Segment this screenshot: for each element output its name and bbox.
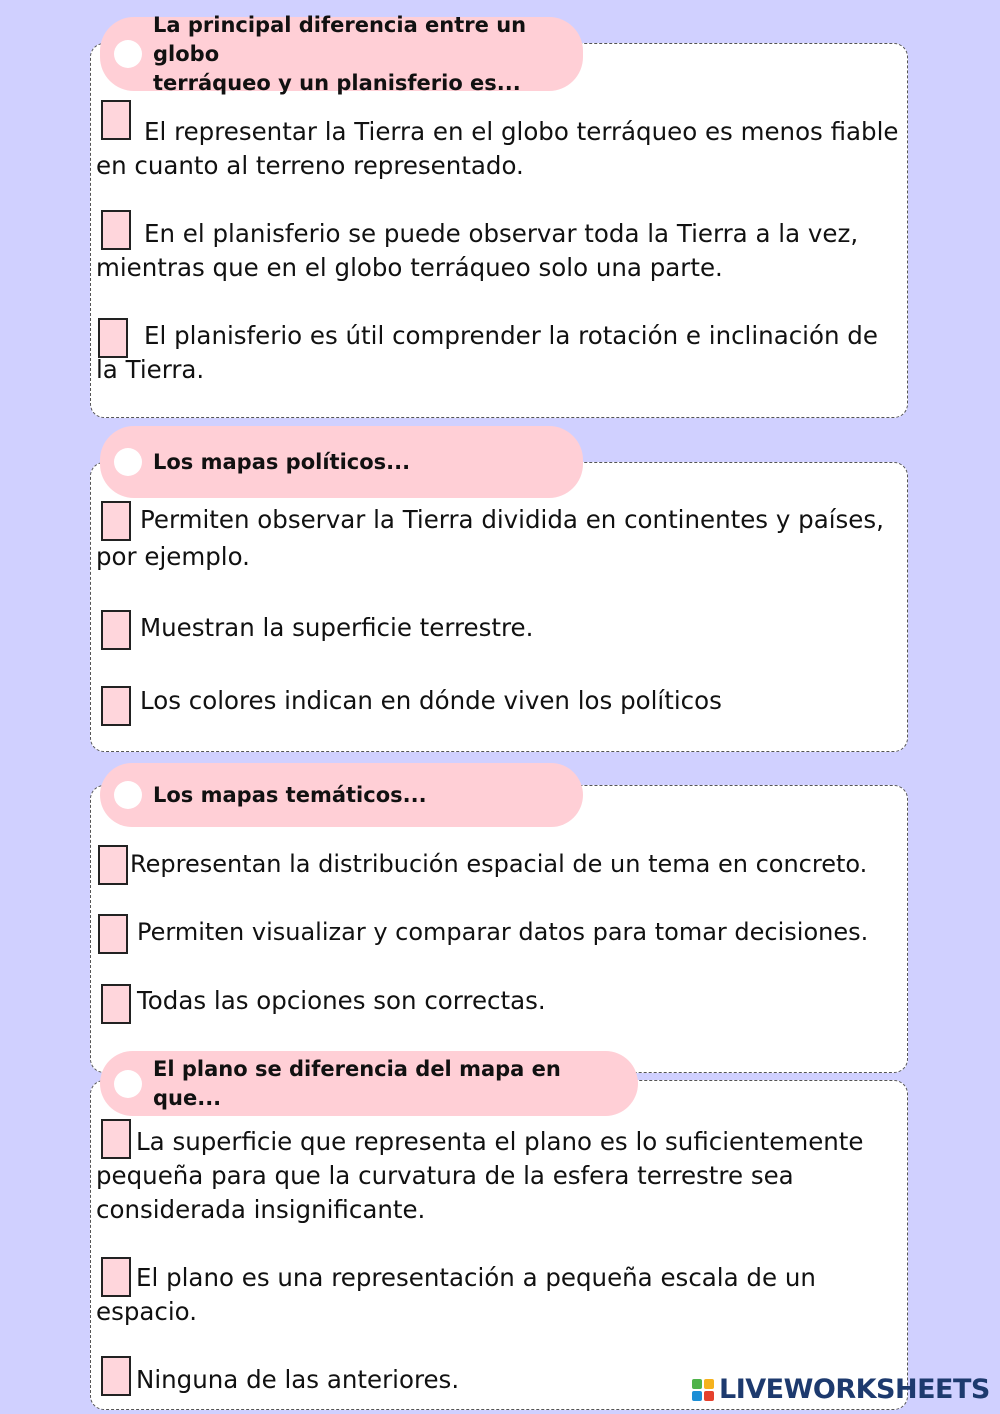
logo-tile-1 bbox=[692, 1379, 702, 1389]
question-title-3 bbox=[100, 763, 583, 827]
answer-option-2a: Permiten observar la Tierra dividida en continentes y países, por ejemplo. bbox=[96, 505, 884, 571]
answer-option-3b: Permiten visualizar y comparar datos para tomar decisiones. bbox=[137, 918, 869, 946]
answer-option-4b: El plano es una representación a pequeña escala de un espacio. bbox=[96, 1263, 816, 1326]
answer-option-4a: La superficie que representa el plano es lo suficientemente pequeña para que la curvatura de la esfera terrestre sea considerada insignificante. bbox=[96, 1127, 864, 1224]
answer-option-1c: El planisferio es útil comprender la rotación e inclinación de la Tierra. bbox=[96, 321, 878, 384]
answer-option-4c: Ninguna de las anteriores. bbox=[136, 1365, 460, 1394]
answer-option-1b: En el planisferio se puede observar toda la Tierra a la vez, mientras que en el globo terráqueo solo una parte. bbox=[96, 219, 859, 282]
answer-option-1a: El representar la Tierra en el globo terráqueo es menos fiable en cuanto al terreno representado. bbox=[96, 117, 899, 180]
question-title-1-line-2: terráqueo y un planisferio es... bbox=[153, 70, 521, 95]
logo-tile-3 bbox=[692, 1391, 702, 1401]
answer-option-2b: Muestran la superficie terrestre. bbox=[140, 613, 534, 642]
liveworksheets-logo-icon bbox=[692, 1379, 714, 1401]
question-title-2-text: Los mapas políticos... bbox=[153, 449, 411, 474]
liveworksheets-brand bbox=[692, 1374, 990, 1405]
answer-option-2c: Los colores indican en dónde viven los políticos bbox=[140, 686, 722, 715]
answer-option-3a: Representan la distribución espacial de un tema en concreto. bbox=[130, 850, 868, 878]
question-title-1-line-1: La principal diferencia entre un globo bbox=[153, 12, 527, 66]
question-title-3-text: Los mapas temáticos... bbox=[153, 782, 427, 807]
bullet-icon bbox=[114, 1070, 142, 1098]
logo-tile-2 bbox=[704, 1379, 714, 1389]
answer-option-3c: Todas las opciones son correctas. bbox=[137, 986, 546, 1015]
bullet-icon bbox=[114, 781, 142, 809]
question-title-1 bbox=[100, 12, 583, 95]
question-title-4 bbox=[100, 1051, 638, 1116]
logo-tile-4 bbox=[704, 1391, 714, 1401]
bullet-icon bbox=[114, 448, 142, 476]
question-title-2 bbox=[100, 426, 583, 498]
bullet-icon bbox=[114, 40, 142, 68]
brand-name: LIVEWORKSHEETS bbox=[719, 1374, 990, 1405]
question-title-4-text: El plano se diferencia del mapa en que... bbox=[153, 1056, 561, 1110]
